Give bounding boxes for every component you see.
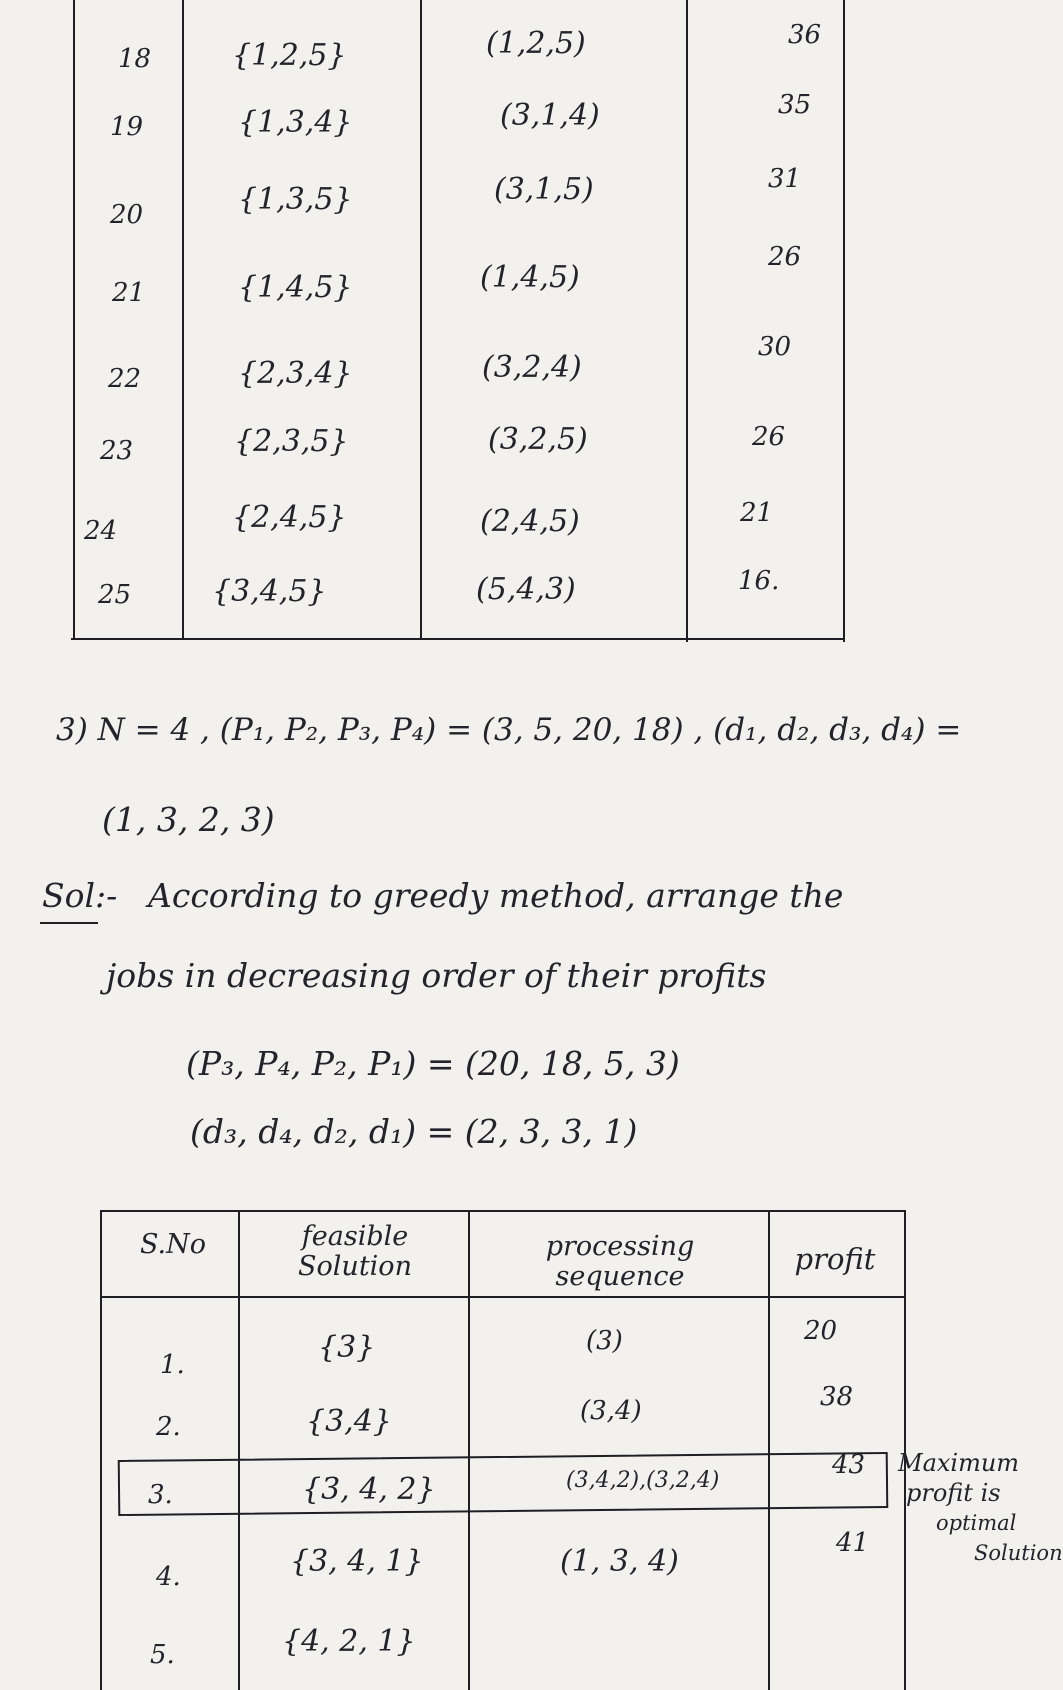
table-row-set: {1,3,4} [238, 105, 353, 140]
table-row-sequence: (3,2,4) [482, 350, 582, 385]
table-row-profit: 31 [768, 164, 802, 194]
table2-hline-top [100, 1210, 906, 1212]
table-row-sno: 3. [148, 1480, 173, 1510]
column-header-processing [490, 1232, 750, 1292]
column-header-processing-line2: sequence [555, 1261, 685, 1292]
table-row-profit: 20 [804, 1316, 838, 1346]
margin-note-line: optimal [936, 1511, 1017, 1535]
table-row-set: {2,4,5} [232, 500, 347, 535]
table-row-sno: 25 [98, 580, 132, 610]
table-row-profit: 35 [778, 90, 812, 120]
table-row-set: {1,2,5} [232, 38, 347, 73]
table-row-sno: 18 [118, 44, 152, 74]
table-row-sequence: (1,4,5) [480, 260, 580, 295]
table-row-sequence: (3,4) [580, 1396, 642, 1426]
table-row-sequence: (3,4,2),(3,2,4) [566, 1468, 720, 1493]
table-row-set: {3, 4, 1} [290, 1544, 424, 1579]
table-row-profit: 43 [832, 1450, 866, 1480]
table1-vline-col1 [182, 0, 184, 640]
table-row-set: {3, 4, 2} [302, 1472, 436, 1507]
problem-line-2: (1, 3, 2, 3) [102, 800, 275, 839]
solution-label: Sol:- [42, 876, 118, 915]
table-row-sno: 24 [84, 516, 118, 546]
table2-vline-left [100, 1210, 102, 1690]
table-row-sequence: (2,4,5) [480, 504, 580, 539]
table-row-sno: 22 [108, 364, 142, 394]
column-header-feasible [250, 1222, 460, 1282]
table1-hline-bottom [71, 638, 845, 640]
column-header-feasible-line1: feasible [301, 1221, 409, 1252]
margin-note [898, 1448, 1063, 1568]
margin-note-line: Solution [974, 1541, 1063, 1565]
table-row-profit: 26 [768, 242, 802, 272]
table2-vline-col1 [238, 1210, 240, 1690]
table-row-set: {1,3,5} [238, 182, 353, 217]
table-row-sno: 19 [110, 112, 144, 142]
table2-hline-header [100, 1296, 906, 1298]
solution-equation-profits: (P₃, P₄, P₂, P₁) = (20, 18, 5, 3) [186, 1044, 680, 1083]
table-row-profit: 30 [758, 332, 792, 362]
solution-label-underline [40, 922, 98, 924]
table-row-sequence: (1, 3, 4) [560, 1544, 679, 1579]
table1-vline-left [73, 0, 75, 640]
table-row-set: {3,4,5} [212, 574, 327, 609]
solution-equation-deadlines: (d₃, d₄, d₂, d₁) = (2, 3, 3, 1) [190, 1112, 638, 1151]
table-row-set: {4, 2, 1} [282, 1624, 416, 1659]
problem-line-1: 3) N = 4 , (P₁, P₂, P₃, P₄) = (3, 5, 20, 18) , (d₁, d₂, d₃, d₄) = [56, 712, 962, 748]
table1-vline-col2 [420, 0, 422, 640]
table1-vline-right [843, 0, 845, 642]
column-header-profit: profit [794, 1242, 876, 1276]
table-row-sno: 4. [156, 1562, 181, 1592]
table-row-sequence: (5,4,3) [476, 572, 576, 607]
table-row-set: {3,4} [306, 1404, 392, 1439]
table-row-profit: 21 [740, 498, 774, 528]
table-row-profit: 26 [752, 422, 786, 452]
highlight-box-optimal-row [118, 1452, 889, 1516]
table-row-sno: 2. [156, 1412, 181, 1442]
solution-line-2: jobs in decreasing order of their profits [106, 956, 767, 995]
table-row-sequence: (3,2,5) [488, 422, 588, 457]
table-row-set: {1,4,5} [238, 270, 353, 305]
table2-vline-col3 [768, 1210, 770, 1690]
table-row-sno: 20 [110, 200, 144, 230]
table-row-set: {2,3,4} [238, 356, 353, 391]
column-header-sno: S.No [140, 1229, 206, 1260]
table-row-set: {2,3,5} [234, 424, 349, 459]
table-row-sequence: (3,1,4) [500, 98, 600, 133]
table2-vline-col2 [468, 1210, 470, 1690]
table-row-sequence: (3) [586, 1326, 623, 1356]
column-header-processing-line1: processing [545, 1231, 695, 1262]
table-row-profit: 16. [738, 566, 780, 596]
table-row-sno: 23 [100, 436, 134, 466]
table-row-sno: 5. [150, 1640, 175, 1670]
table-row-sno: 21 [112, 278, 146, 308]
table-row-set: {3} [318, 1330, 376, 1365]
table-row-sno: 1. [160, 1350, 185, 1380]
table-row-profit: 41 [836, 1528, 870, 1558]
solution-line-1: According to greedy method, arrange the [148, 876, 844, 915]
margin-note-line: Maximum [898, 1449, 1020, 1477]
column-header-feasible-line2: Solution [298, 1251, 412, 1282]
table-row-profit: 36 [788, 20, 822, 50]
margin-note-line: profit is [906, 1479, 1001, 1507]
table1-vline-col3 [686, 0, 688, 642]
table-row-profit: 38 [820, 1382, 854, 1412]
table-row-sequence: (1,2,5) [486, 26, 586, 61]
table-row-sequence: (3,1,5) [494, 172, 594, 207]
